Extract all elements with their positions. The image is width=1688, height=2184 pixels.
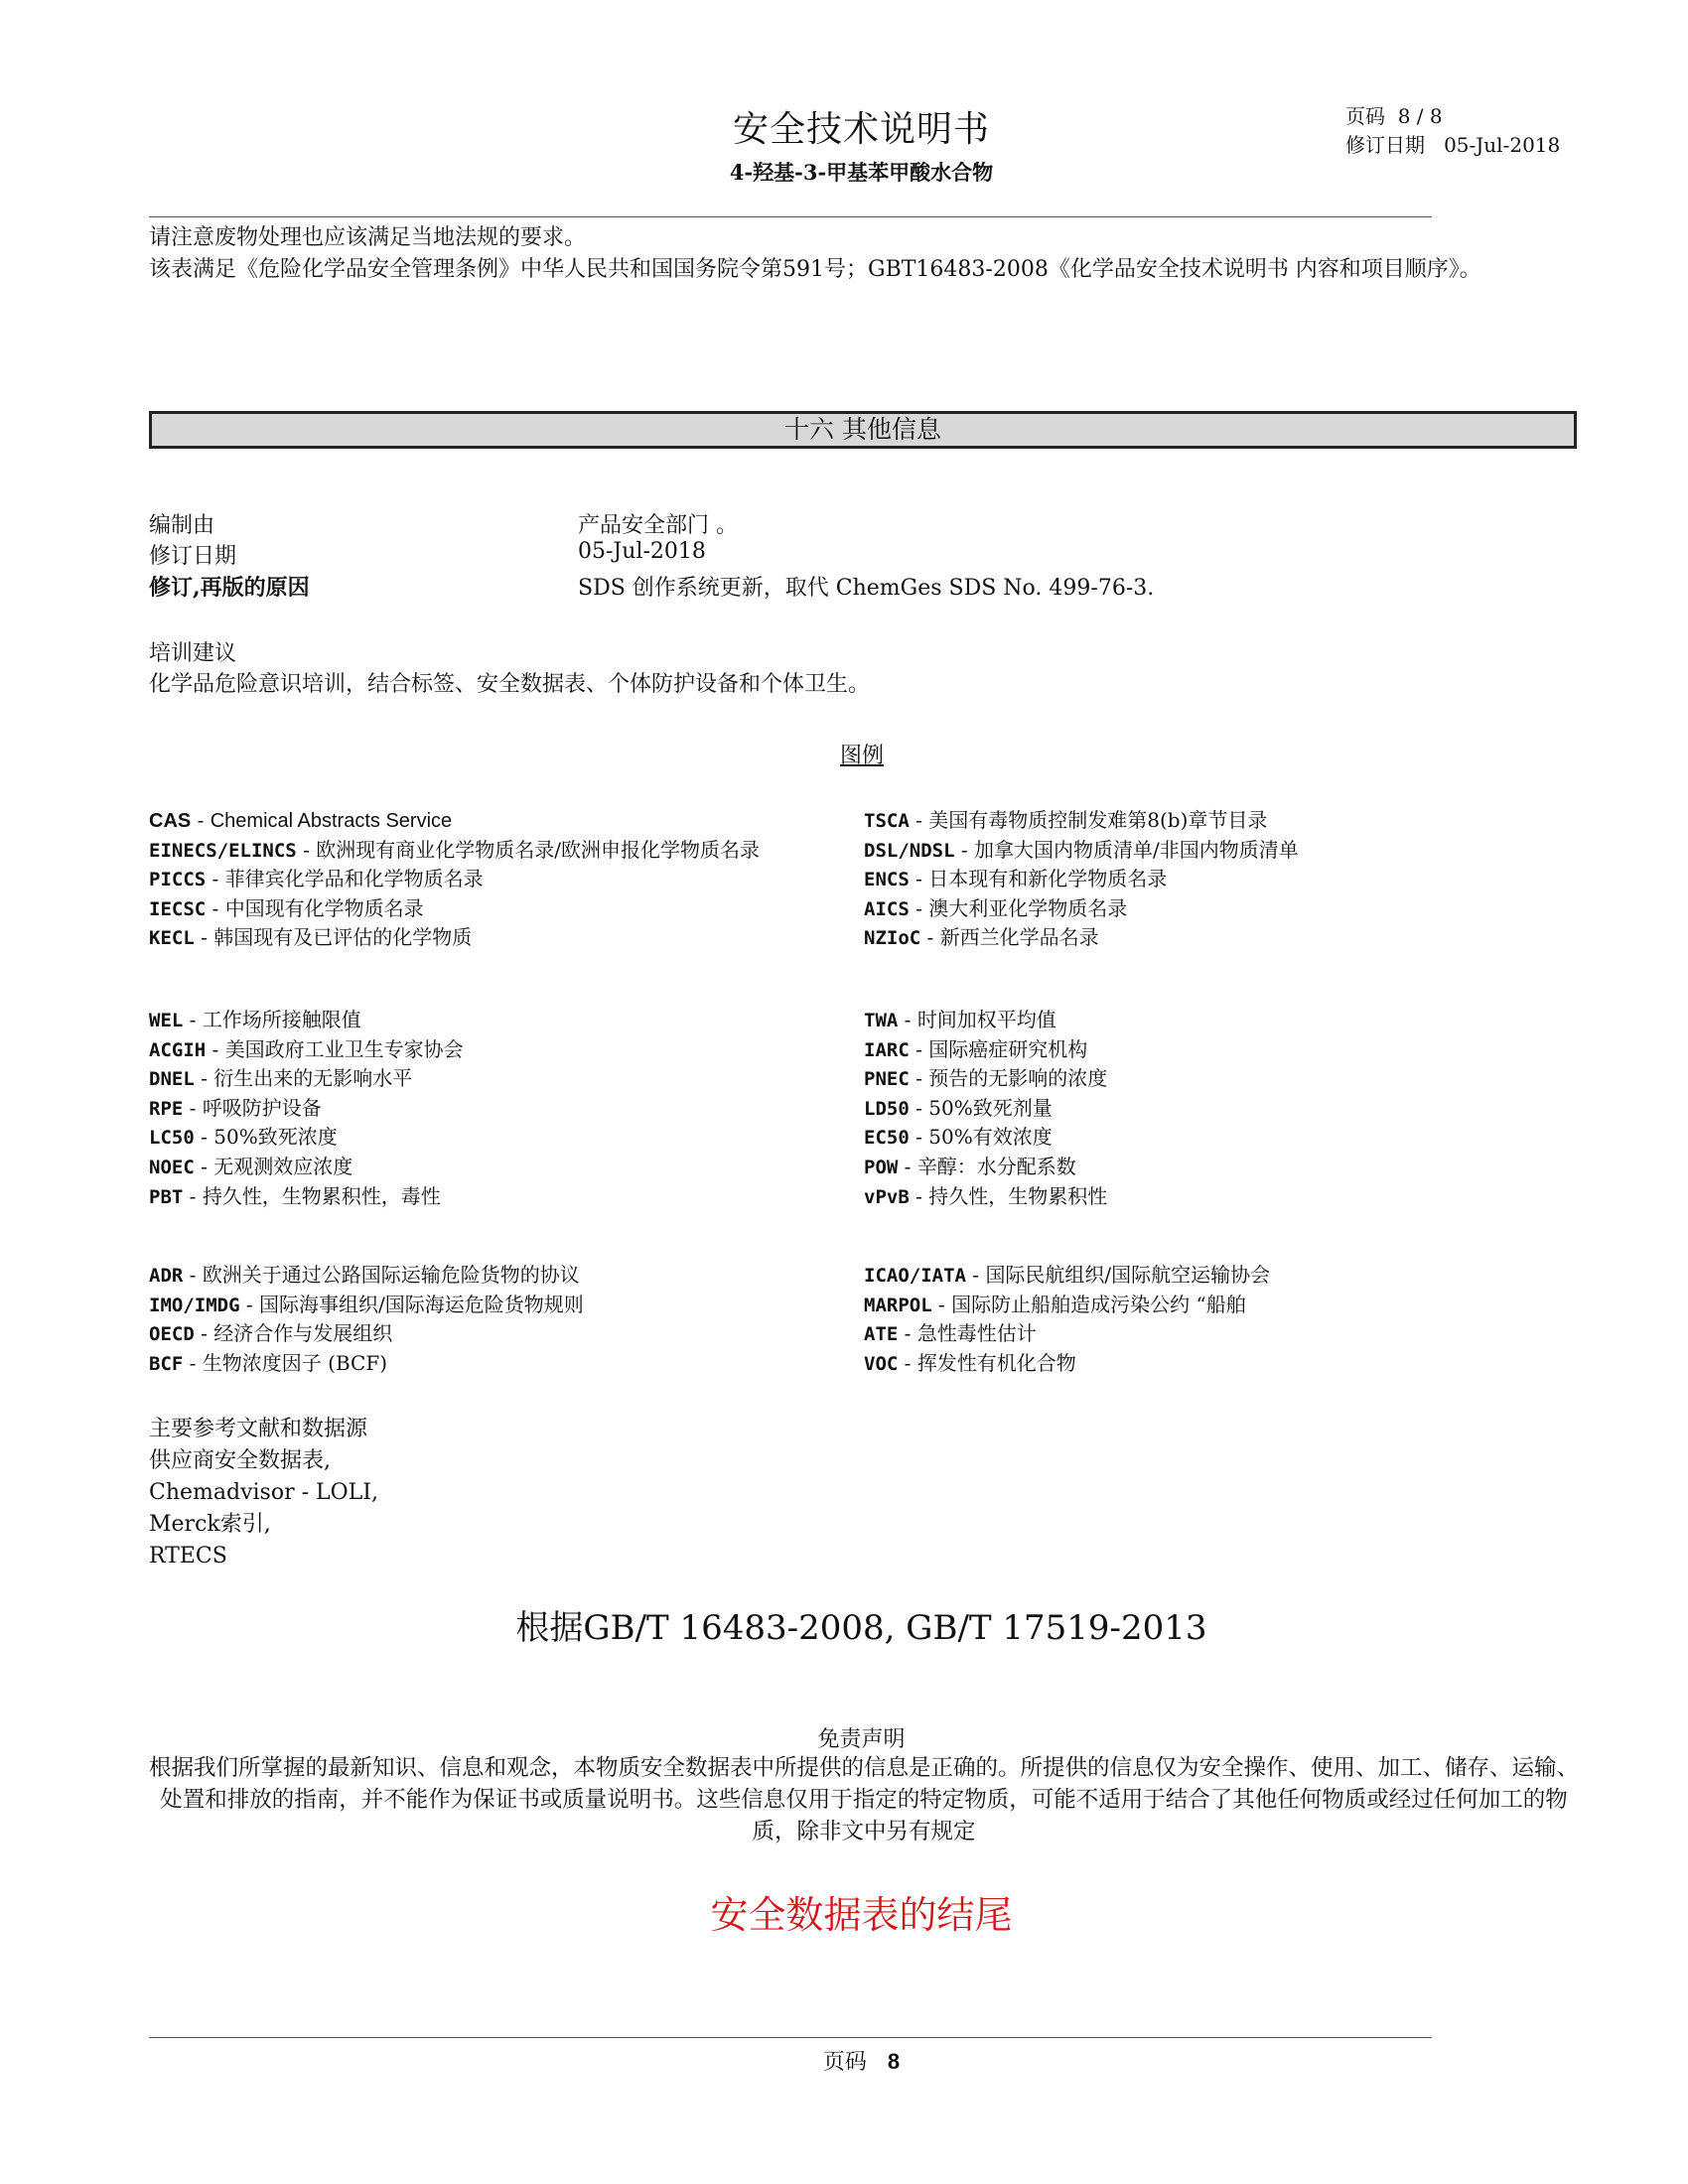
disclaimer-text: 根据我们所掌握的最新知识、信息和观念，本物质安全数据表中所提供的信息是正确的。所提供的信息仅为安全操作、使用、加工、储存、运输、处置和排放的指南，并不能作为保证书或质量说明书。这些信息仅用于指定的特定物质，可能不适用于结合了其他任何物质或经过任何加工的物质，除非文中另有规定 [149,1755,1580,1844]
legend-group-2-right [864,1006,1107,1211]
revision-reason-label: 修订,再版的原因 [149,575,310,601]
legend-group-1-right [864,806,1299,953]
legend-group-1-left [149,806,760,953]
legend-item: PNEC - 预告的无影响的浓度 [864,1066,1108,1091]
legend-group-2-left [149,1006,464,1211]
header-divider [149,216,1432,217]
legend-item: KECL - 韩国现有及已评估的化学物质 [149,925,473,950]
legend-item: LD50 - 50%致死剂量 [864,1095,1053,1120]
reference-item: 供应商安全数据表, [149,1448,331,1473]
legend-item: VOC - 挥发性有机化合物 [864,1350,1076,1375]
legend-item: NZIoC - 新西兰化学品名录 [864,925,1099,950]
legend-item: IECSC - 中国现有化学物质名录 [149,895,424,920]
reference-item: RTECS [149,1544,227,1569]
prepared-by-value: 产品安全部门 。 [578,513,738,538]
footer-page [0,2045,1688,2076]
page-indicator: 页码 8 / 8 [1345,104,1443,128]
legend-item: ACGIH - 美国政府工业卫生专家协会 [149,1036,464,1061]
legend-item: EINECS/ELINCS - 欧洲现有商业化学物质名录/欧洲申报化学物质名录 [149,837,760,862]
legend-item: vPvB - 持久性，生物累积性 [864,1183,1108,1208]
legend-item: IARC - 国际癌症研究机构 [864,1036,1088,1061]
legend-item: LC50 - 50%致死浓度 [149,1125,338,1150]
legend-item: TSCA - 美国有毒物质控制发难第8(b)章节目录 [864,808,1268,832]
legend-item: ENCS - 日本现有和新化学物质名录 [864,867,1168,891]
footer-page-number: 8 [887,2049,901,2074]
product-name: 4-羟基-3-甲基苯甲酸水合物 [729,160,994,185]
legend-item: NOEC - 无观测效应浓度 [149,1154,353,1178]
legend-title: 图例 [840,744,885,768]
legend-item: EC50 - 50%有效浓度 [864,1125,1053,1150]
footer-page-label: 页码 [822,2050,867,2075]
legend-item: OECD - 经济合作与发展组织 [149,1321,393,1346]
standard-statement: 根据GB/T 16483-2008, GB/T 17519-2013 [515,1608,1207,1648]
legend-group-3-left [149,1261,584,1378]
legend-group-3-right [864,1261,1270,1378]
document-title: 安全技术说明书 [732,109,990,150]
legend-item: AICS - 澳大利亚化学物质名录 [864,895,1128,920]
training-text: 化学品危险意识培训，结合标签、安全数据表、个体防护设备和个体卫生。 [149,672,871,697]
waste-note: 请注意废物处理也应该满足当地法规的要求。 [149,225,587,250]
legend-item: PICCS - 菲律宾化学品和化学物质名录 [149,867,484,891]
revision-header [1345,129,1560,158]
disclaimer-title: 免责声明 [817,1727,906,1752]
reference-item: Merck索引, [149,1512,271,1537]
legend-item: BCF - 生物浓度因子 (BCF) [149,1350,388,1375]
legend-item: TWA - 时间加权平均值 [864,1008,1056,1031]
revision-label: 修订日期 [1345,133,1425,157]
end-of-sds: 安全数据表的结尾 [710,1893,1013,1937]
revision-date: 05-Jul-2018 [1444,133,1561,157]
legend-item: PBT - 持久性，生物累积性，毒性 [149,1183,441,1208]
legend-item: ATE - 急性毒性估计 [864,1321,1037,1346]
legend-item: ICAO/IATA - 国际民航组织/国际航空运输协会 [864,1263,1271,1287]
revision-date-value: 05-Jul-2018 [578,539,706,564]
revision-reason-value: SDS 创作系统更新，取代 ChemGes SDS No. 499-76-3. [578,576,1155,601]
reference-item: Chemadvisor - LOLI, [149,1480,378,1505]
legend-item: MARPOL - 国际防止船舶造成污染公约 “船舶 [864,1292,1246,1316]
legend-item: DNEL - 衍生出来的无影响水平 [149,1066,413,1091]
revision-date-label: 修订日期 [149,544,237,569]
legend-item: IMO/IMDG - 国际海事组织/国际海运危险货物规则 [149,1292,584,1316]
legend-item: ADR - 欧洲关于通过公路国际运输危险货物的协议 [149,1263,580,1287]
legend-item: WEL - 工作场所接触限值 [149,1008,361,1031]
prepared-by-label: 编制由 [149,513,215,538]
section-16-header: 十六 其他信息 [149,411,1577,449]
legend-item: RPE - 呼吸防护设备 [149,1095,322,1120]
footer-divider [149,2037,1432,2038]
regulation-note: 该表满足《危险化学品安全管理条例》中华人民共和国国务院令第591号；GBT16483-2008《化学品安全技术说明书 内容和项目顺序》。 [149,257,1481,282]
legend-item: CAS - Chemical Abstracts Service [149,808,453,832]
training-title: 培训建议 [149,641,237,666]
legend-item: POW - 辛醇：水分配系数 [864,1154,1076,1178]
references-title: 主要参考文献和数据源 [149,1417,368,1441]
legend-item: DSL/NDSL - 加拿大国内物质清单/非国内物质清单 [864,837,1299,862]
